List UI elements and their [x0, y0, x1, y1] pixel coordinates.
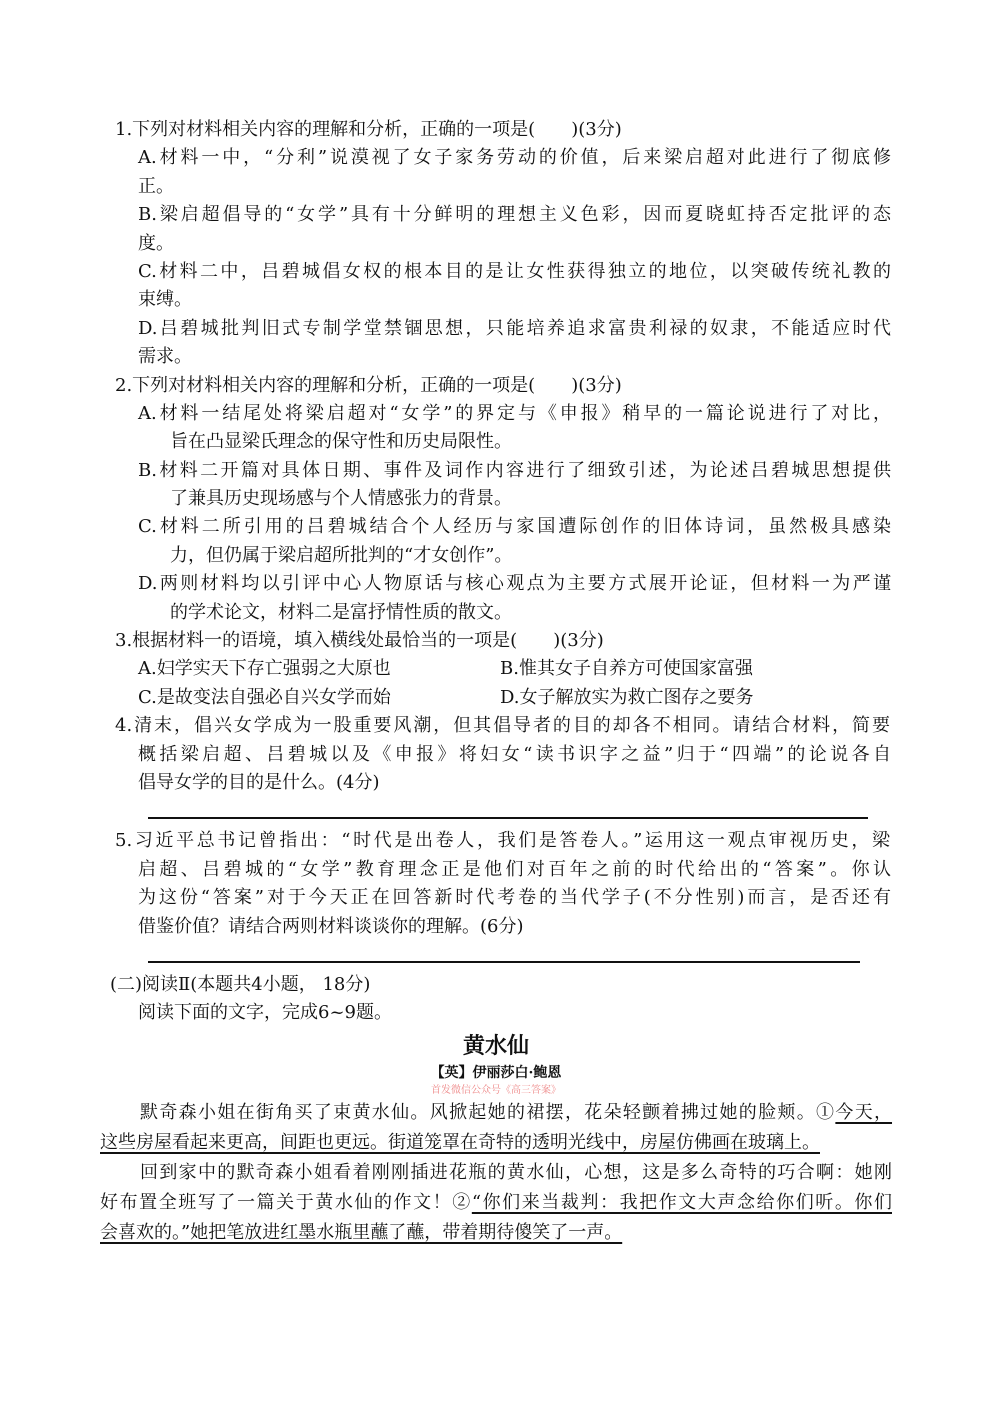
q4-line-3: 倡导女学的目的是什么。(4分)	[138, 771, 380, 793]
q1-option-b-cont: 度。	[138, 232, 174, 254]
paragraph-1-line-1	[100, 1098, 892, 1128]
underlined-sentence-1-cont: 这些房屋看起来更高，间距也更远。街道笼罩在奇特的透明光线中，房屋仿佛画在玻璃上。	[100, 1131, 820, 1153]
q2-option-a-cont: 旨在凸显梁氏理念的保守性和历史局限性。	[170, 431, 512, 453]
q1-option-d: D.吕碧城批判旧式专制学堂禁锢思想，只能培养追求富贵利禄的奴隶，不能适应时代	[138, 317, 891, 339]
underlined-sentence-2-cont: 会喜欢的。”她把笔放进红墨水瓶里蘸了蘸，带着期待傻笑了一声。	[100, 1221, 623, 1243]
q1-option-d-cont: 需求。	[138, 346, 192, 368]
q5-line-4: 借鉴价值？请结合两则材料谈谈你的理解。(6分)	[138, 915, 524, 937]
paragraph-2-line-3	[100, 1218, 892, 1248]
section-instruction: 阅读下面的文字，完成6~9题。	[138, 1002, 392, 1024]
q3-option-b: B.惟其女子自养方可使国家富强	[500, 658, 753, 680]
q1-option-a: A.材料一中，“分利”说漠视了女子家务劳动的价值，后来梁启超对此进行了彻底修	[138, 147, 891, 169]
q3-option-a: A.妇学实天下存亡强弱之大原也	[138, 658, 391, 680]
q3-option-c: C.是故变法自强必自兴女学而始	[138, 686, 391, 708]
q2-option-b-cont: 了兼具历史现场感与个人情感张力的背景。	[170, 488, 512, 510]
q2-option-c-cont: 力，但仍属于梁启超所批判的“才女创作”。	[170, 544, 513, 566]
answer-line-q5[interactable]	[0, 941, 992, 969]
q3-stem: 3.根据材料一的语境，填入横线处最恰当的一项是( )(3分)	[115, 630, 604, 652]
q1-stem: 1.下列对材料相关内容的理解和分析，正确的一项是( )(3分)	[115, 119, 622, 140]
q5-line-3: 为这份“答案”对于今天正在回答新时代考卷的当代学子(不分性别)而言，是否还有	[138, 887, 891, 909]
q1-option-a-cont: 正。	[138, 175, 174, 197]
q2-option-a: A.材料一结尾处将梁启超对“女学”的界定与《申报》稍早的一篇论说进行了对比，	[138, 402, 891, 424]
story-author: 【英】伊丽莎白·鲍恩	[430, 1064, 562, 1081]
q5-line-2: 启超、吕碧城的“女学”教育理念正是他们对百年之前的时代给出的“答案”。你认	[138, 858, 891, 880]
underlined-sentence-1: 今天，	[835, 1101, 893, 1123]
q4-line-2: 概括梁启超、吕碧城以及《申报》将妇女“读书识字之益”归于“四端”的论说各自	[138, 743, 891, 765]
q2-option-b: B.材料二开篇对具体日期、事件及词作内容进行了细致引述，为论述吕碧城思想提供	[138, 459, 891, 481]
paragraph-1-line-2	[100, 1128, 892, 1158]
exam-page	[0, 116, 992, 1248]
q3-option-d: D.女子解放实为救亡图存之要务	[500, 686, 754, 708]
watermark: 首发微信公众号《高三答案》	[431, 1084, 561, 1096]
paragraph-2-line-2	[100, 1188, 892, 1218]
q5-line-1: 5.习近平总书记曾指出：“时代是出卷人，我们是答卷人。”运用这一观点审视历史，梁	[115, 830, 890, 852]
q2-option-c: C.材料二所引用的吕碧城结合个人经历与家国遭际创作的旧体诗词，虽然极具感染	[138, 516, 891, 538]
q1-option-c: C.材料二中，吕碧城倡女权的根本目的是让女性获得独立的地位，以突破传统礼教的	[138, 260, 891, 282]
paragraph-text: 默奇森小姐在街角买了束黄水仙。风掀起她的裙摆，花朵轻颤着拂过她的脸颊。①	[140, 1101, 836, 1123]
story-title: 黄水仙	[462, 1032, 529, 1059]
q4-line-1: 4.清末，倡兴女学成为一股重要风潮，但其倡导者的目的却各不相同。请结合材料，简要	[115, 715, 890, 737]
q2-option-d: D.两则材料均以引评中心人物原话与核心观点为主要方式展开论证，但材料一为严谨	[138, 573, 891, 595]
q1-option-c-cont: 束缚。	[138, 289, 192, 311]
underlined-sentence-2: “你们来当裁判：我把作文大声念给你们听。你们	[471, 1191, 892, 1213]
q2-option-d-cont: 的学术论文，材料二是富抒情性质的散文。	[170, 601, 512, 623]
q2-stem: 2.下列对材料相关内容的理解和分析，正确的一项是( )(3分)	[115, 374, 622, 396]
paragraph-text: 好布置全班写了一篇关于黄水仙的作文！②	[100, 1191, 472, 1213]
section-heading: (二)阅读Ⅱ(本题共4小题， 18分)	[110, 973, 371, 995]
answer-line-q4[interactable]	[0, 797, 992, 825]
paragraph-2-line-1: 回到家中的默奇森小姐看着刚刚插进花瓶的黄水仙，心想，这是多么奇特的巧合啊：她刚	[140, 1161, 892, 1183]
q1-option-b: B.梁启超倡导的“女学”具有十分鲜明的理想主义色彩，因而夏晓虹持否定批评的态	[138, 204, 891, 226]
